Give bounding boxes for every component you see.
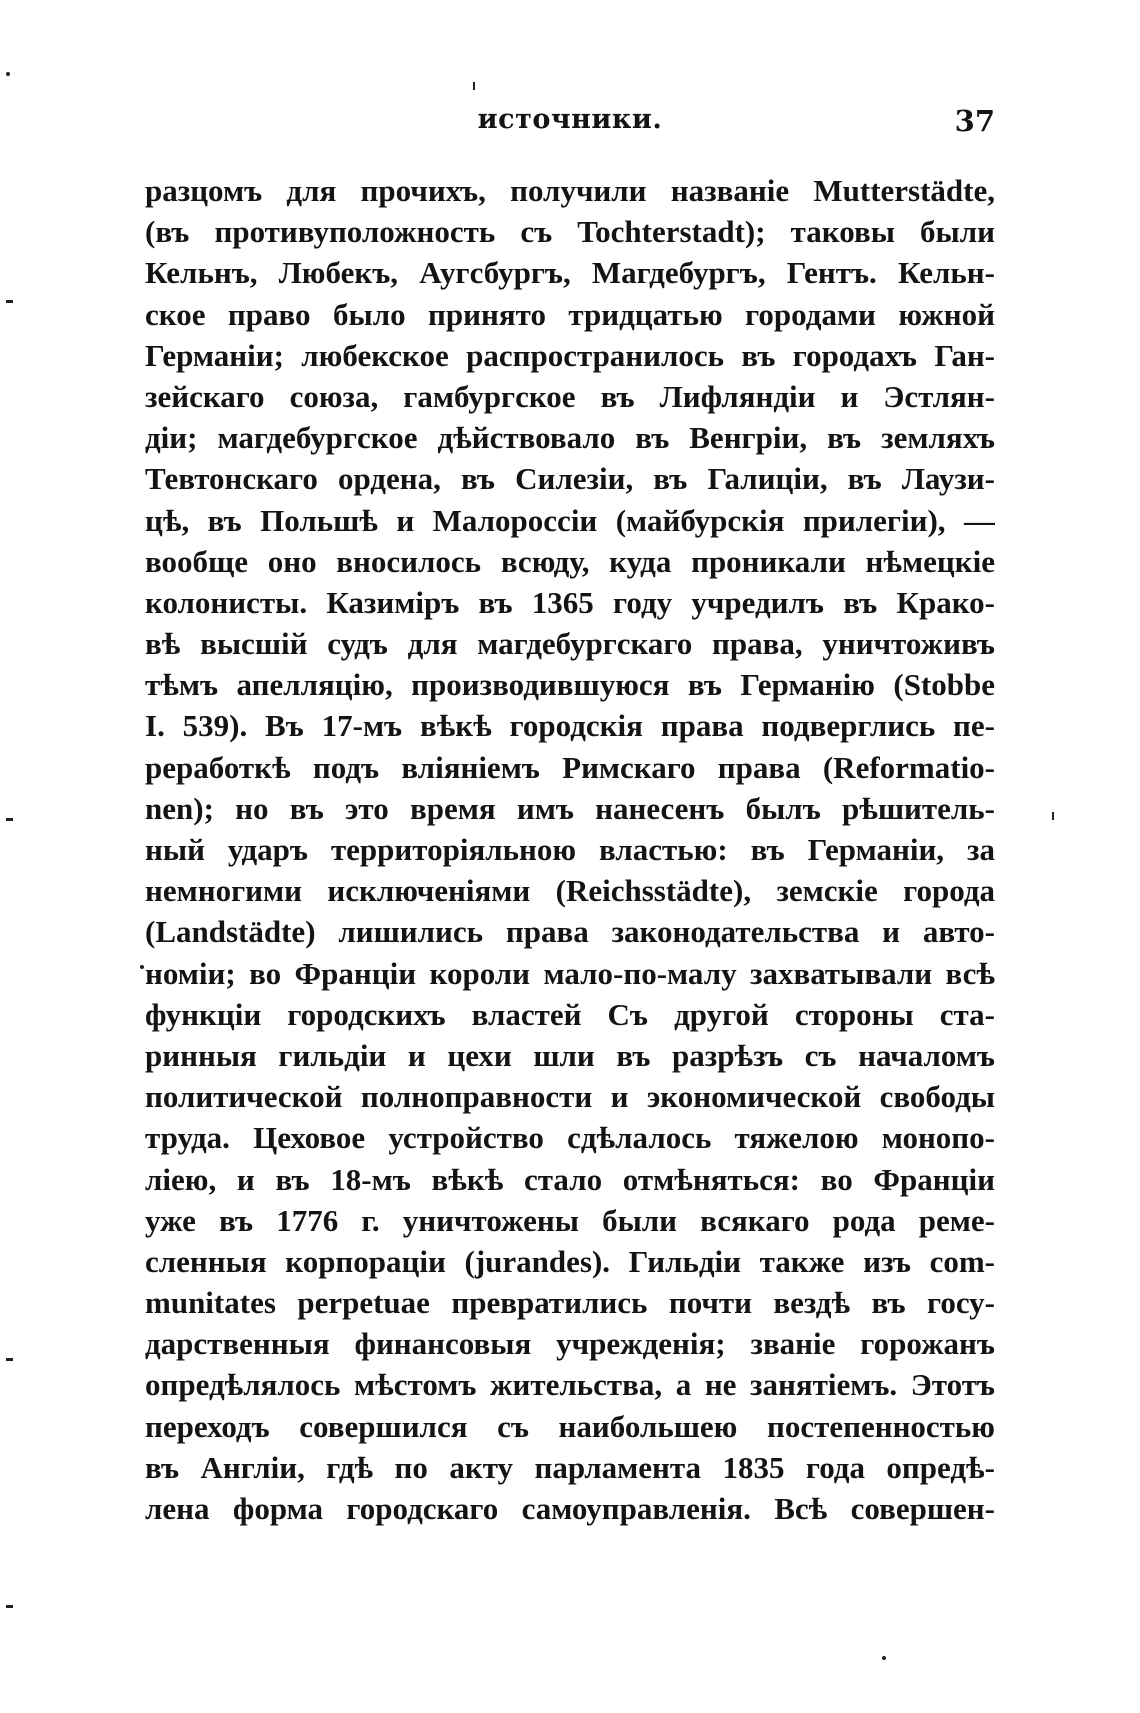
- text-line: тѣмъ апелляцію, производившуюся въ Германію (Stobbe: [145, 667, 995, 703]
- text-line: функціи городскихъ властей Съ другой стороны ста-: [145, 996, 995, 1032]
- text-line: колонисты. Казиміръ въ 1365 году учредилъ въ Крако-: [145, 584, 995, 620]
- text-line: уже въ 1776 г. уничтожены были всякаго рода реме-: [145, 1202, 995, 1238]
- body-text: [145, 170, 995, 1529]
- scan-speck: [6, 72, 10, 76]
- text-line: разцомъ для прочихъ, получили названіе Mutterstädte,: [145, 173, 995, 208]
- margin-mark: [6, 300, 13, 303]
- margin-mark: [6, 818, 13, 821]
- text-line: Кельнъ, Любекъ, Аугсбургъ, Магдебургъ, Гентъ. Кельн-: [145, 255, 995, 291]
- text-line: (въ противуположность съ Tochterstadt); таковы были: [145, 214, 995, 250]
- text-line: вѣ высшій судъ для магдебургскаго права, уничтоживъ: [145, 626, 995, 662]
- text-line: реработкѣ подъ вліяніемъ Римскаго права (Reformatio-: [145, 749, 995, 785]
- text-line: Германіи; любекское распространилось въ городахъ Ган-: [145, 337, 995, 373]
- text-line: цѣ, въ Польшѣ и Малороссіи (майбурскія прилегіи), —: [145, 502, 995, 538]
- text-line: зейскаго союза, гамбургское въ Лифляндіи и Эстлян-: [145, 378, 995, 414]
- running-head: источники.: [477, 104, 663, 135]
- text-line: nen); но въ это время имъ нанесенъ былъ рѣшитель-: [145, 790, 995, 826]
- text-line: опредѣлялось мѣстомъ жительства, а не занятіемъ. Этотъ: [145, 1367, 995, 1403]
- margin-mark: [6, 1358, 13, 1361]
- text-line: діи; магдебургское дѣйствовало въ Венгріи, въ земляхъ: [145, 420, 995, 456]
- text-line: лена форма городскаго самоуправленія. Всѣ совершен-: [145, 1491, 995, 1526]
- text-line: Тевтонскаго ордена, въ Силезіи, въ Галиціи, въ Лаузи-: [145, 461, 995, 497]
- text-line: въ Англіи, гдѣ по акту парламента 1835 года опредѣ-: [145, 1449, 995, 1485]
- text-line: переходъ совершился съ наибольшею постепенностью: [145, 1408, 995, 1444]
- scan-speck: [140, 965, 144, 969]
- text-line: труда. Цеховое устройство сдѣлалось тяжелою монопо-: [145, 1120, 995, 1156]
- margin-mark: [6, 1605, 13, 1608]
- text-line: ліею, и въ 18-мъ вѣкѣ стало отмѣняться: во Франціи: [145, 1161, 995, 1197]
- text-line: ный ударъ территоріяльною властью: въ Германіи, за: [145, 832, 995, 867]
- text-line: вообще оно вносилось всюду, куда проникали нѣмецкіе: [145, 543, 995, 579]
- page-header: [145, 104, 995, 152]
- text-line: I. 539). Въ 17-мъ вѣкѣ городскія права подверглись пе-: [145, 708, 995, 744]
- scan-speck: [882, 1656, 886, 1660]
- text-line: номіи; во Франціи короли мало-по-малу захватывали всѣ: [145, 955, 995, 991]
- text-line: munitates perpetuae превратились почти вездѣ въ госу-: [145, 1285, 995, 1321]
- page-number: 37: [954, 104, 995, 138]
- text-line: дарственныя финансовыя учрежденія; званіе горожанъ: [145, 1326, 995, 1362]
- text-line: немногими исключеніями (Reichsstädte), земскіе города: [145, 873, 995, 909]
- text-line: ское право было принято тридцатью городами южной: [145, 296, 995, 332]
- scan-speck: [1052, 812, 1054, 820]
- text-line: сленныя корпораціи (jurandes). Гильдіи также изъ com-: [145, 1243, 995, 1279]
- text-line: ринныя гильдіи и цехи шли въ разрѣзъ съ началомъ: [145, 1037, 995, 1073]
- scan-speck: [473, 82, 475, 90]
- text-line: политической полноправности и экономической свободы: [145, 1079, 995, 1115]
- text-line: (Landstädte) лишились права законодательства и авто-: [145, 914, 995, 950]
